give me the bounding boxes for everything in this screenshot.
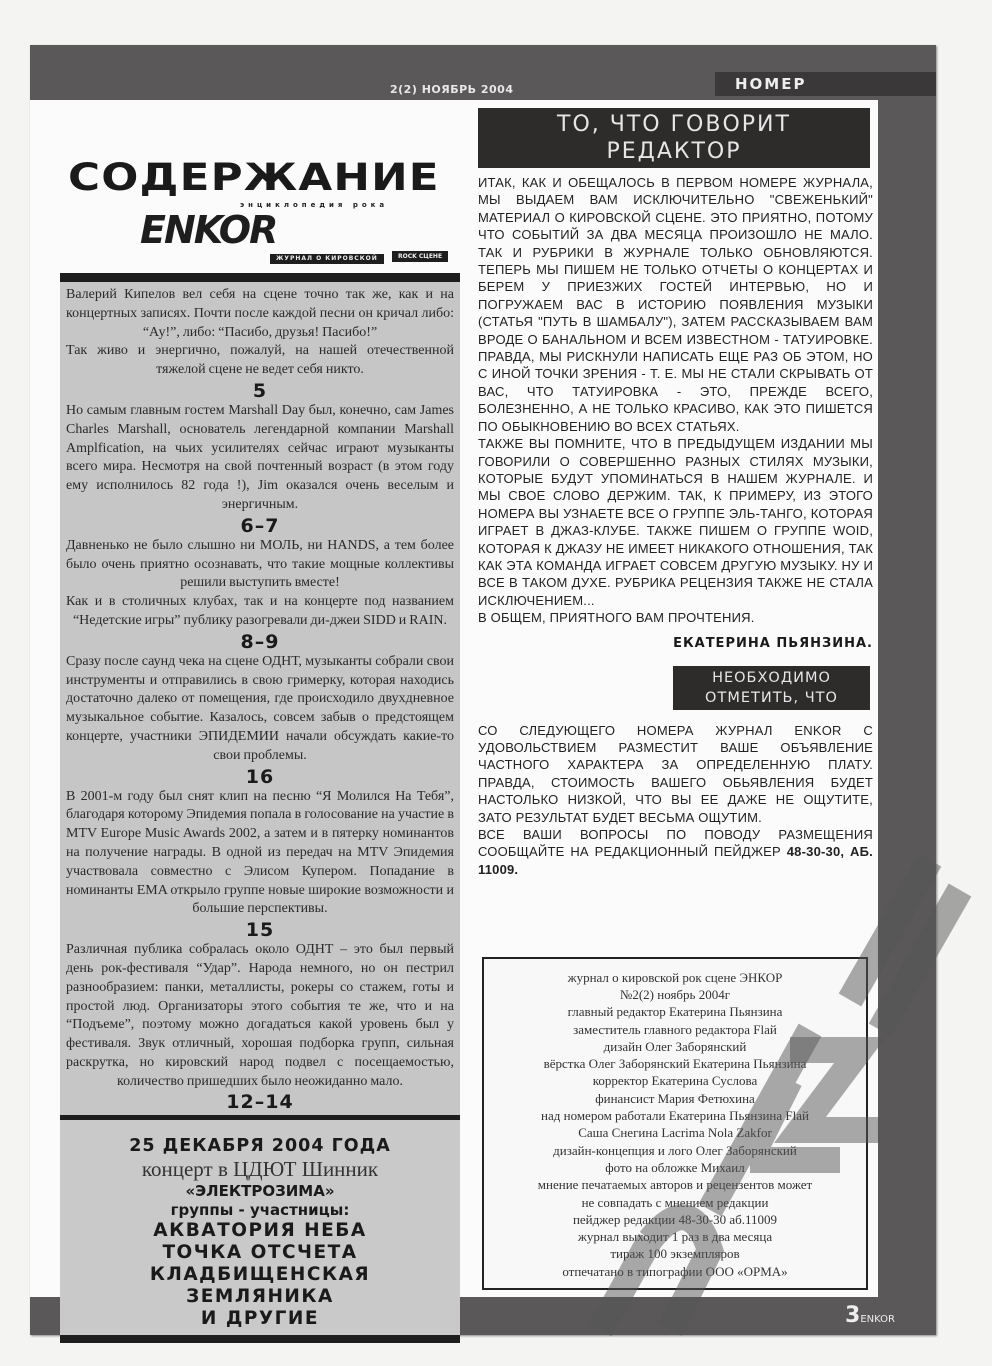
entry-text: Так живо и энергично, пожалуй, на нашей отечественной тяжелой сцене не ведет себя никто. [66,343,454,378]
logo-rock: ROCK СЦЕНЕ [392,251,448,262]
ad-band: ЗЕМЛЯНИКА [186,1286,334,1308]
page-content [30,100,878,1330]
imprint-line: финансист Мария Фетюхина [595,1090,755,1106]
imprint-line: №2(2) ноябрь 2004г [619,986,731,1002]
notice-heading-line: НЕОБХОДИМО [712,669,831,686]
entry-text: Давненько не было слышно ни МОЛЬ, ни HANDS, а тем более было очень приятно осознавать, что такие мощные коллективы решили выступить вместе! [66,537,454,591]
imprint-line: не совпадать с мнением редакции [581,1194,769,1210]
imprint-line: вёрстка Олег Заборянский Екатерина Пьянзина [543,1056,807,1072]
imprint-line: главный редактор Екатерина Пьянзина [567,1004,783,1020]
imprint-line: журнал о кировской рок сцене ЭНКОР [567,969,783,985]
contents-entry [66,286,454,402]
editor-heading-line: ТО, ЧТО ГОВОРИТ [557,112,791,137]
folio-brand: ENKOR [860,1314,895,1325]
right-column [478,108,873,1290]
editor-heading [478,108,870,168]
entry-text: Но самым главным гостем Marshall Day был, конечно, сам James Charles Marshall, основатель легендарной компании Marshall Amplfication, на чьих усилителях сейчас играют музыканты всего мира. Несмотря на свой почтенный возраст (в этом году ему исполнилось 82 года !), Jim оказался очень веселым и энергичным. [66,402,454,512]
imprint-line: над номером работали Екатерина Пьянзина Flaй [541,1108,809,1124]
notice-heading [673,666,870,710]
ad-band: И ДРУГИЕ [200,1308,320,1330]
contents-entry [66,941,454,1113]
entry-page-number: 5 [252,379,268,402]
imprint-line: пейджер редакции 48-30-30 аб.11009 [572,1211,778,1227]
contents-entry [66,653,454,788]
concert-ad [60,1120,460,1335]
imprint-line: дизайн-концепция и лого Олег Заборянский [553,1142,797,1158]
imprint-line: отпечатано в типографии ООО «ОРМА» [562,1263,788,1279]
entry-page-number: 16 [245,765,275,788]
page-folio [845,1303,895,1328]
imprint-line: фото на обложке Михаил [605,1159,745,1175]
entry-text: Валерий Кипелов вел себя на сцене точно так же, как и на концертных записях. Почти после каждой песни он кричал либо: “Ау!”, либо: “Пасибо, друзья! Пасибо!” [66,287,454,340]
section-label: НОМЕР [715,72,936,96]
logo-word: ENKOR [140,208,277,252]
page-title: СОДЕРЖАНИЕ [68,156,440,199]
ad-band: ТОЧКА ОТСЧЕТА [162,1242,358,1264]
entry-text: В 2001-м году был снят клип на песню “Я Молился На Тебя”, благодаря которому Эпидемия попала в голосование на участие в MTV Europe Music Awards 2002, а затем и в пятерку номинантов на получение награды. В одной из передач на MTV Эпидемия участвовала совместно с Элисом Купером. Попадание в номинанты EMA открыло группе новые широкие возможности и большие перспективы. [66,788,454,917]
entry-page-number: 8–9 [240,630,280,653]
entry-page-number: 6–7 [240,514,280,537]
divider [60,273,460,282]
entry-page-number: 15 [245,919,275,942]
imprint-line: тираж 100 экземпляров [610,1246,740,1262]
editor-heading-line: РЕДАКТОР [606,139,742,164]
contents-list [60,282,460,1115]
enkor-logo [130,201,450,271]
divider [60,1335,460,1343]
imprint-line: журнал выходит 1 раз в два месяца [577,1229,773,1245]
logo-tagline: энциклопедия рока [240,201,389,209]
entry-page-number: 12–14 [226,1091,294,1114]
notice-text [478,722,873,879]
ad-band: КЛАДБИЩЕНСКАЯ [149,1264,371,1286]
editor-letter [478,174,873,627]
notice-paragraph: СО СЛЕДУЮЩЕГО НОМЕРА ЖУРНАЛ ENKOR С УДОВОЛЬСТВИЕМ РАЗМЕСТИТ ВАШЕ ОБЪЯВЛЕНИЕ ЧАСТНОГО ХАРАКТЕРА ЗА ОПРЕДЕЛЕННУЮ ПЛАТУ. ПРАВДА, СТОИМОСТЬ ВАШЕГО ОБЬЯВЛЕНИЯ БУДЕТ НАСТОЛЬКО НИЗКОЙ, ЧТО ВЫ ЕЕ ДАЖЕ НЕ ОЩУТИТЕ, ЗАТО РЕЗУЛЬТАТ БУДЕТ ВЕСЬМА ОЩУТИМ. [478,722,873,825]
letter-paragraph: В ОБЩЕМ, ПРИЯТНОГО ВАМ ПРОЧТЕНИЯ. [478,610,755,626]
imprint-line: заместитель главного редактора Flaй [573,1021,777,1037]
magazine-page [30,45,936,1335]
pager-number: 48-30-30, АБ. 11009. [478,844,873,877]
contents-entry [66,402,454,537]
page-number: 3 [845,1303,861,1328]
ad-groups-label: группы - участницы: [170,1201,350,1220]
letter-paragraph: ИТАК, КАК И ОБЕЩАЛОСЬ В ПЕРВОМ НОМЕРЕ ЖУРНАЛА, МЫ ВЫДАЕМ ВАМ ИСКЛЮЧИТЕЛЬНО "СВЕЖЕНЬКИЙ" МАТЕРИАЛ О КИРОВСКОЙ СЦЕНЕ. ЭТО ПРИЯТНО, ПОТОМУ ЧТО СОБЫТИЙ ЗА ДВА МЕСЯЦА ПРОИЗОШЛО НЕ МАЛО. ТАК И РУБРИКИ В ЖУРНАЛЕ ТОЛЬКО ОБНОВЛЯЮТСЯ. ТЕПЕРЬ МЫ ПИШЕМ НЕ ТОЛЬКО ОТЧЕТЫ О КОНЦЕРТАХ И БЕРЕМ У ПРИЕЗЖИХ ГОСТЕЙ ИНТЕРВЬЮ, НО И ПОГРУЖАЕМ ВАС В ИСТОРИЮ ПОЯВЛЕНИЯ МУЗЫКИ (СТАТЬЯ "ПУТЬ В ШАМБАЛУ"), ЗАТЕМ РАССКАЗЫВАЕМ ВАМ ВРОДЕ О БАНАЛЬНОМ И ВСЕМ ИЗВЕСТНОМ - ТАТУИРОВКЕ. ПРАВДА, МЫ РИСКНУЛИ НАПИСАТЬ ЕЩЕ РАЗ ОБ ЭТОМ, НО С ИНОЙ ТОЧКИ ЗРЕНИЯ - Т. Е. МЫ НЕ СТАЛИ СКРЫВАТЬ ОТ ВАС, ЧТО ТАТУИРОВКА - ЭТО, ПРЕЖДЕ ВСЕГО, БОЛЕЗНЕННО, А НЕ ТОЛЬКО КРАСИВО, КАК ЭТО ПИШЕТСЯ ПО ОБЫКНОВЕНИЮ ВО ВСЕХ СТАТЬЯХ. [478,175,873,434]
logo-subtitle: ЖУРНАЛ О КИРОВСКОЙ [270,254,384,264]
contents-entry [66,537,454,653]
entry-text: Различная публика собралась около ОДНТ – это был первый день рок-фестиваля “Удар”. Народа немного, но он пестрил разнообразием: панки, металлисты, рокеры со стажем, готы и простой люд. Организаторы этого события те же, что и на “Подъеме”, поэтому можно догадаться какой уровень был у фестиваля. Звук отличный, хорошая подборка групп, сильная раскрутка, но кировский народ подвел с посещаемостью, количество пришедших было неожиданно мало. [66,942,454,1089]
ad-venue: концерт в ЦДЮТ Шинник [141,1157,379,1182]
editor-signature: ЕКАТЕРИНА ПЬЯНЗИНА. [673,635,873,651]
entry-text: Как и в столичных клубах, так и на концерте под названием “Недетские игры” публику разогревали ди-джеи SIDD и RAIN. [66,594,454,628]
notice-paragraph [478,826,873,878]
ad-date: 25 ДЕКАБРЯ 2004 ГОДА [129,1136,391,1157]
imprint-box [482,957,868,1290]
notice-text-span: ВСЕ ВАШИ ВОПРОСЫ ПО ПОВОДУ РАЗМЕЩЕНИЯ СООБЩАЙТЕ НА РЕДАКЦИОННЫЙ ПЕЙДЖЕР [478,827,873,860]
ad-band: АКВАТОРИЯ НЕБА [153,1220,367,1242]
notice-heading-line: ОТМЕТИТЬ, ЧТО [705,689,838,706]
imprint-line: Саша Снегина Lacrima Nola Zakfor [578,1125,772,1141]
issue-date: 2(2) НОЯБРЬ 2004 [390,83,514,96]
contents-entry [66,788,454,942]
left-column [60,273,460,1343]
imprint-line: дизайн Олег Заборянский [603,1038,747,1054]
imprint-line: мнение печатаемых авторов и рецензентов может [537,1177,813,1193]
entry-text: Сразу после саунд чека на сцене ОДНТ, музыканты собрали свои инструменты и отправились в свою гримерку, которая находись достаточно далеко от помещения, где происходило двухдневное музыкальное событие. Казалось, совсем забыв о предстоящем концерте, участники ЭПИДЕМИИ начали обсуждать какие-то свои проблемы. [66,653,454,763]
letter-paragraph: ТАКЖЕ ВЫ ПОМНИТЕ, ЧТО В ПРЕДЫДУЩЕМ ИЗДАНИИ МЫ ГОВОРИЛИ О СОВЕРШЕННО РАЗНЫХ СТИЛЯХ МУЗЫКИ, КОТОРЫЕ БУДУТ УПОМИНАТЬСЯ В НАШЕМ ЖУРНАЛЕ. И МЫ СВОЕ СЛОВО ДЕРЖИМ. ТАК, К ПРИМЕРУ, ИЗ ЭТОГО НОМЕРА ВЫ УЗНАЕТЕ ВСЕ О ГРУППЕ ЭЛЬ-ТАНГО, КОТОРАЯ ИГРАЕТ В ДЖАЗ-КЛУБЕ. ТАКЖЕ ПИШЕМ О ГРУППЕ WOID, КОТОРАЯ К ДЖАЗУ НЕ ИМЕЕТ НИКАКОГО ОТНОШЕНИЯ, ТАК КАК ЭТА КОМАНДА ИГРАЕТ СОВСЕМ ДРУГУЮ МУЗЫКУ. НУ И ВСЕ В ТАКОМ ДУХЕ. РУБРИКА РЕЦЕНЗИЯ ТАКЖЕ НЕ СТАЛА ИСКЛЮЧЕНИЕМ... [478,436,873,608]
imprint-line: корректор Екатерина Суслова [592,1073,758,1089]
ad-event: «ЭЛЕКТРОЗИМА» [185,1182,335,1201]
